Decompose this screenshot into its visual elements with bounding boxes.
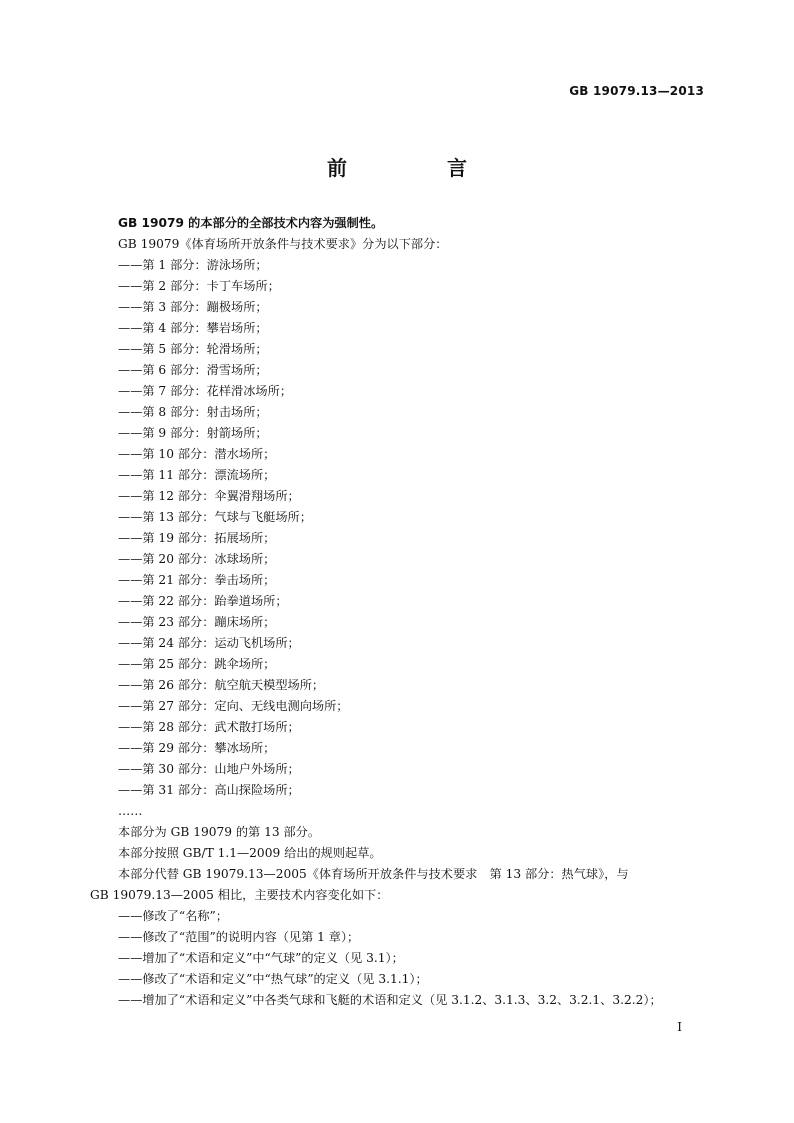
replaces-line-1: 本部分代替 GB 19079.13—2005《体育场所开放条件与技术要求 第 13 部分：热气球》，与	[118, 867, 629, 881]
changes-list	[90, 906, 704, 1011]
part-list-item: ——第 9 部分：射箭场所；	[118, 426, 268, 440]
mandatory-statement: GB 19079 的本部分的全部技术内容为强制性。	[118, 216, 384, 230]
replaces-line-2: GB 19079.13—2005 相比，主要技术内容变化如下：	[90, 888, 389, 902]
drafting-rule: 本部分按照 GB/T 1.1—2009 给出的规则起草。	[118, 846, 382, 860]
part-list-item: ——第 25 部分：跳伞场所；	[118, 657, 276, 671]
part-list-item: ——第 28 部分：武术散打场所；	[118, 720, 300, 734]
this-part-statement: 本部分为 GB 19079 的第 13 部分。	[118, 825, 321, 839]
page-title: 前 言	[327, 156, 507, 180]
change-list-item: ——增加了“术语和定义”中各类气球和飞艇的术语和定义（见 3.1.2、3.1.3、3.2、3.2.1、3.2.2）；	[118, 993, 662, 1007]
part-list-item: ——第 11 部分：漂流场所；	[118, 468, 276, 482]
parts-intro: GB 19079《体育场所开放条件与技术要求》分为以下部分：	[118, 237, 448, 251]
part-list-item: ——第 4 部分：攀岩场所；	[118, 321, 268, 335]
part-list-item: ——第 30 部分：山地户外场所；	[118, 762, 300, 776]
part-list-item: ——第 1 部分：游泳场所；	[118, 258, 268, 272]
change-list-item: ——增加了“术语和定义”中“气球”的定义（见 3.1）；	[118, 951, 404, 965]
part-list-item: ——第 3 部分：蹦极场所；	[118, 300, 268, 314]
part-list-item: ——第 19 部分：拓展场所；	[118, 531, 276, 545]
part-list-item: ——第 26 部分：航空航天模型场所；	[118, 678, 325, 692]
foreword-body	[90, 213, 704, 1011]
part-list-item: ——第 21 部分：拳击场所；	[118, 573, 276, 587]
part-list-item: ——第 7 部分：花样滑冰场所；	[118, 384, 292, 398]
part-list-item: ——第 8 部分：射击场所；	[118, 405, 268, 419]
part-list-item: ——第 23 部分：蹦床场所；	[118, 615, 276, 629]
part-list-item: ——第 2 部分：卡丁车场所；	[118, 279, 280, 293]
part-list-item: ——第 5 部分：轮滑场所；	[118, 342, 268, 356]
part-list-item: ——第 24 部分：运动飞机场所；	[118, 636, 300, 650]
part-list-item: ——第 10 部分：潜水场所；	[118, 447, 276, 461]
page-number: I	[677, 1020, 682, 1034]
part-list-item: ——第 20 部分：冰球场所；	[118, 552, 276, 566]
part-list-item: ——第 31 部分：高山探险场所；	[118, 783, 300, 797]
ellipsis: ……	[118, 804, 143, 818]
change-list-item: ——修改了“名称”；	[118, 909, 228, 923]
change-list-item: ——修改了“术语和定义”中“热气球”的定义（见 3.1.1）；	[118, 972, 428, 986]
standard-number: GB 19079.13—2013	[569, 84, 704, 98]
parts-list	[90, 255, 704, 801]
part-list-item: ——第 13 部分：气球与飞艇场所；	[118, 510, 312, 524]
part-list-item: ——第 6 部分：滑雪场所；	[118, 363, 268, 377]
part-list-item: ——第 29 部分：攀冰场所；	[118, 741, 276, 755]
part-list-item: ——第 12 部分：伞翼滑翔场所；	[118, 489, 300, 503]
part-list-item: ——第 27 部分：定向、无线电测向场所；	[118, 699, 349, 713]
change-list-item: ——修改了“范围”的说明内容（见第 1 章）；	[118, 930, 360, 944]
part-list-item: ——第 22 部分：跆拳道场所；	[118, 594, 288, 608]
